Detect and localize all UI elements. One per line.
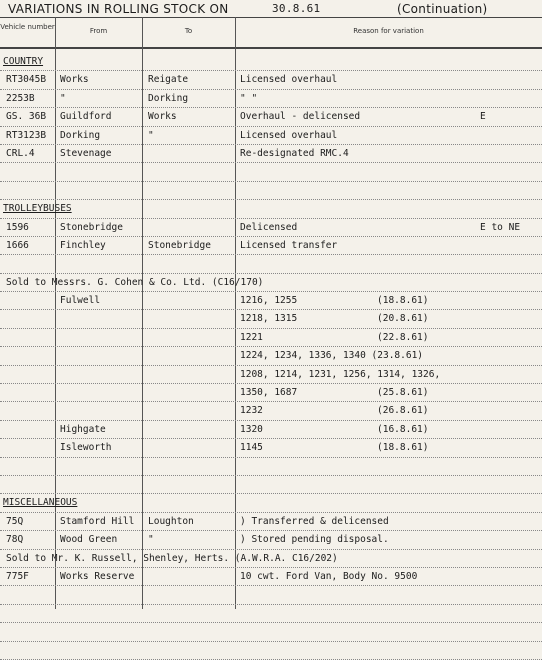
table-row <box>0 366 542 384</box>
section-heading: TROLLEYBUSES <box>3 203 72 215</box>
date-cell: (20.8.61) <box>377 313 429 325</box>
from-cell: Isleworth <box>60 442 112 454</box>
table-row <box>0 458 542 476</box>
table-row <box>0 531 542 549</box>
date-cell: (16.8.61) <box>377 423 429 435</box>
reason-cell: Delicensed <box>240 221 298 233</box>
date-cell: (22.8.61) <box>377 331 429 343</box>
from-cell: " <box>60 92 66 104</box>
table-row <box>0 163 542 181</box>
vehicle-number: 75Q <box>6 515 24 527</box>
vehicle-number: 78Q <box>6 534 24 546</box>
table-row <box>0 476 542 494</box>
header-date: 30.8.61 <box>272 2 321 15</box>
table-row <box>0 439 542 457</box>
header-rule <box>0 47 542 49</box>
date-cell: (26.8.61) <box>377 405 429 417</box>
table-row <box>0 384 542 402</box>
reason-cell: 10 cwt. Ford Van, Body No. 9500 <box>240 570 418 582</box>
table-row <box>0 623 542 641</box>
table-row <box>0 329 542 347</box>
table-row <box>0 310 542 328</box>
reason-cell: ) Stored pending disposal. <box>240 534 389 546</box>
from-cell: Works Reserve <box>60 570 135 582</box>
table-row <box>0 568 542 586</box>
reason-cell: 1320 <box>240 423 263 435</box>
to-cell: Reigate <box>148 74 189 86</box>
reason-cell: Licensed transfer <box>240 239 338 251</box>
table-row <box>0 402 542 420</box>
vehicle-number: 2253B <box>6 92 35 104</box>
to-cell: " <box>148 534 154 546</box>
section-heading: MISCELLANEOUS <box>3 497 78 509</box>
table-row <box>0 421 542 439</box>
vehicle-number: RT3123B <box>6 129 47 141</box>
reason-cell: 1218, 1315 <box>240 313 298 325</box>
from-cell: Dorking <box>60 129 101 141</box>
date-cell: (18.8.61) <box>377 295 429 307</box>
reason-cell: 1145 <box>240 442 263 454</box>
from-cell: Wood Green <box>60 534 118 546</box>
table-row <box>0 90 542 108</box>
from-cell: Stevenage <box>60 147 112 159</box>
continuation-label: (Continuation) <box>397 2 488 16</box>
table-row <box>0 182 542 200</box>
vehicle-number: 775F <box>6 570 29 582</box>
vehicle-number: 1596 <box>6 221 29 233</box>
section-heading: COUNTRY <box>3 56 44 67</box>
vehicle-number: GS. 36B <box>6 111 47 123</box>
note-text: Sold to Mr. K. Russell, Shenley, Herts. (A.W.R.A. C16/202) <box>6 552 338 564</box>
reason-cell: 1224, 1234, 1336, 1340 (23.8.61) <box>240 350 424 362</box>
from-cell: Fulwell <box>60 295 101 307</box>
reason-cell: " " <box>240 92 258 104</box>
table-row <box>0 219 542 237</box>
reason-cell: 1350, 1687 <box>240 387 298 399</box>
col-header-to: To <box>184 27 193 35</box>
table-row <box>0 642 542 660</box>
table-row <box>0 347 542 365</box>
to-cell: Loughton <box>148 515 194 527</box>
page-header <box>0 0 542 16</box>
reason-cell: Licensed overhaul <box>240 129 338 141</box>
table-row <box>0 292 542 310</box>
to-cell: " <box>148 129 154 141</box>
table-row <box>0 71 542 89</box>
reason-cell: ) Transferred & delicensed <box>240 515 389 527</box>
table-row <box>0 127 542 145</box>
record-rows <box>0 53 542 660</box>
col-header-vehicle: Vehicle number <box>0 23 55 31</box>
from-cell: Guildford <box>60 111 112 123</box>
from-cell: Highgate <box>60 423 106 435</box>
reason-cell: 1221 <box>240 331 263 343</box>
from-cell: Finchley <box>60 239 106 251</box>
section-row <box>0 53 542 71</box>
date-cell: (18.8.61) <box>377 442 429 454</box>
from-cell: Stamford Hill <box>60 515 135 527</box>
reason-cell: 1208, 1214, 1231, 1256, 1314, 1326, <box>240 368 441 380</box>
from-cell: Stonebridge <box>60 221 123 233</box>
table-row <box>0 145 542 163</box>
reason-cell: 1232 <box>240 405 263 417</box>
table-row <box>0 255 542 273</box>
table-row <box>0 237 542 255</box>
extra-cell: E <box>480 111 486 123</box>
top-rule <box>0 17 542 18</box>
reason-cell: Overhaul - delicensed <box>240 111 361 123</box>
vehicle-number: CRL.4 <box>6 147 35 159</box>
to-cell: Works <box>148 111 177 123</box>
to-cell: Stonebridge <box>148 239 211 251</box>
extra-cell: E to NE <box>480 221 521 233</box>
date-cell: (25.8.61) <box>377 387 429 399</box>
col-header-from: From <box>89 27 108 35</box>
table-row <box>0 108 542 126</box>
table-row <box>0 513 542 531</box>
to-cell: Dorking <box>148 92 189 104</box>
note-row <box>0 274 542 292</box>
reason-cell: 1216, 1255 <box>240 295 298 307</box>
section-row <box>0 494 542 512</box>
col-header-reason: Reason for variation <box>353 27 424 35</box>
note-row <box>0 550 542 568</box>
vehicle-number: 1666 <box>6 239 29 251</box>
page-title: VARIATIONS IN ROLLING STOCK ON <box>8 2 229 16</box>
reason-cell: Re-designated RMC.4 <box>240 147 349 159</box>
note-text: Sold to Messrs. G. Cohen & Co. Ltd. (C16/170) <box>6 276 264 288</box>
section-row <box>0 200 542 218</box>
table-row <box>0 605 542 623</box>
reason-cell: Licensed overhaul <box>240 74 338 86</box>
from-cell: Works <box>60 74 89 86</box>
table-row <box>0 586 542 604</box>
vehicle-number: RT3045B <box>6 74 47 86</box>
record-sheet <box>0 17 542 609</box>
